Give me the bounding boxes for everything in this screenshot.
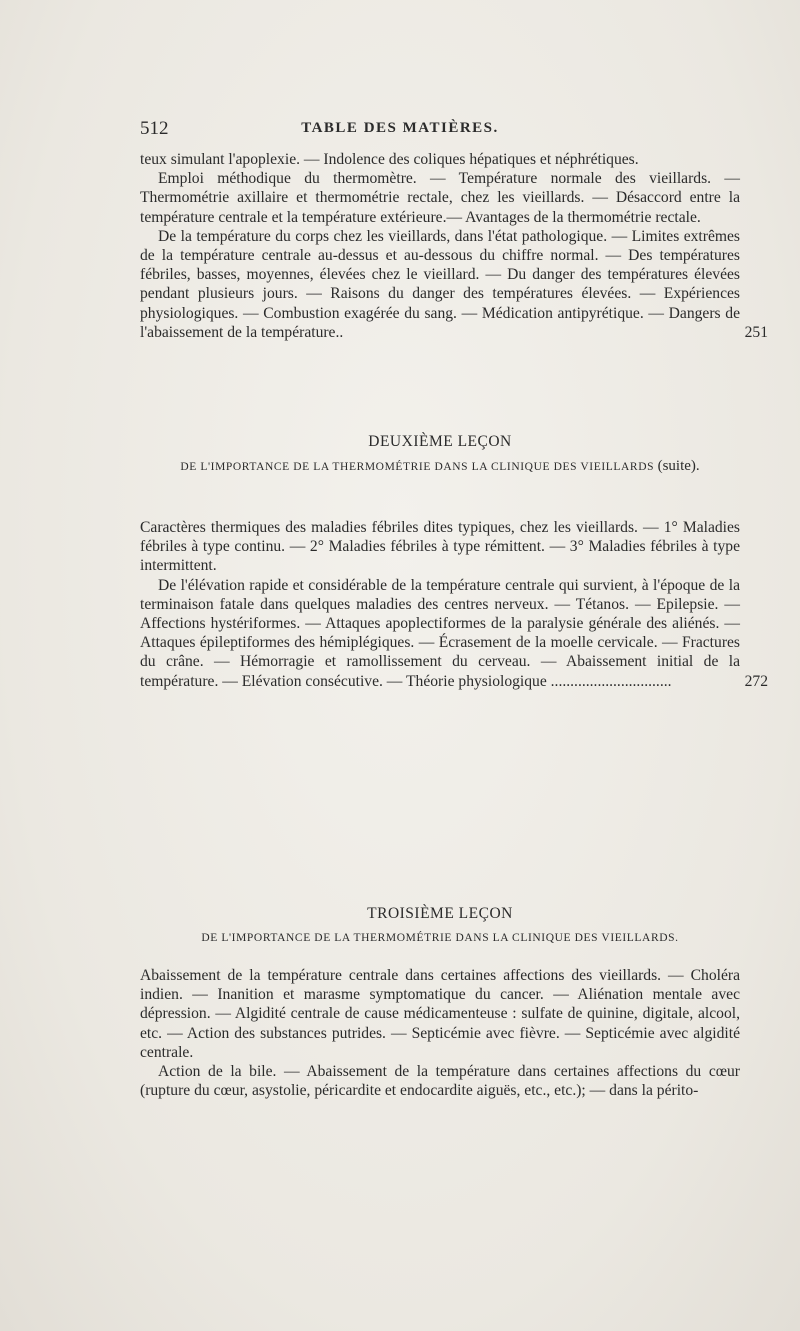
lesson-subtitle-text: DE L'IMPORTANCE DE LA THERMOMÉTRIE DANS LA CLINIQUE DES VIEILLARDS xyxy=(180,461,655,474)
lesson-2-paragraph-2: De l'élévation rapide et considérable de la température centrale qui survient, à l'époque de la terminaison fatale dans quelques maladies des centres nerveux. — Tétanos. — Epilepsie. — Affections hystériformes. — Attaques apoplectiformes de la paralysie générale des aliénés. — Attaques épileptiformes des hémiplégiques. — Écrasement de la moelle cervicale. — Fractures du crâne. — Hémorragie et ramollissement du cerveau. — Abaissement initial de la température. — Elévation consécutive. — Théorie physiologique ............................... xyxy=(140,576,740,690)
intro-paragraph-2: Emploi méthodique du thermomètre. — Température normale des vieillards. — Thermométrie axillaire et thermométrie rectale, chez les vieillards. — Désaccord entre la température centrale et la température extérieure.— Avantages de la thermométrie rectale. xyxy=(140,170,740,226)
intro-entry-3 xyxy=(140,227,768,342)
lesson-3-body xyxy=(140,966,740,1100)
lesson-2-body xyxy=(140,518,768,691)
lesson-subtitle-suffix: (suite). xyxy=(657,458,700,475)
intro-paragraph-1: teux simulant l'apoplexie. — Indolence des coliques hépatiques et néphrétiques. xyxy=(140,151,639,168)
page-header xyxy=(140,118,660,144)
page-number: 512 xyxy=(140,118,169,139)
lesson-title: DEUXIÈME LEÇON xyxy=(368,433,512,450)
lesson-subtitle: DE L'IMPORTANCE DE LA THERMOMÉTRIE DANS LA CLINIQUE DES VIEILLARDS. xyxy=(201,932,679,945)
page-reference: 251 xyxy=(744,323,768,341)
lesson-subtitle xyxy=(140,457,740,476)
lesson-2-entry-2 xyxy=(140,576,768,691)
lesson-3-heading xyxy=(140,904,740,947)
lesson-title: TROISIÈME LEÇON xyxy=(367,905,513,922)
intro-section xyxy=(140,150,768,342)
intro-paragraph-3: De la température du corps chez les vieillards, dans l'état pathologique. — Limites extrêmes de la température centrale au-dessus et au-dessous du chiffre normal. — Des températures fébriles, basses, moyennes, élevées chez le vieillard. — Du danger des températures élevées pendant plusieurs jours. — Raisons du danger des températures élevées. — Expériences physiologiques. — Combustion exagérée du sang. — Médication antipyrétique. — Dangers de l'abaissement de la température.. xyxy=(140,227,740,341)
lesson-2-heading xyxy=(140,432,740,476)
lesson-3-paragraph-1: Abaissement de la température centrale dans certaines affections des vieillards. — Choléra indien. — Inanition et marasme symptomatique du cancer. — Aliénation mentale avec dépression. — Algidité centrale de cause médicamenteuse : sulfate de quinine, digitale, alcool, etc. — Action des substances putrides. — Septicémie avec fièvre. — Septicémie avec algidité centrale. xyxy=(140,967,740,1061)
lesson-3-paragraph-2: Action de la bile. — Abaissement de la température dans certaines affections du cœur (rupture du cœur, asystolie, péricardite et endocardite aiguës, etc., etc.); — dans la périto- xyxy=(140,1063,740,1100)
running-title: TABLE DES MATIÈRES. xyxy=(301,120,499,136)
lesson-2-paragraph-1: Caractères thermiques des maladies fébriles dites typiques, chez les vieillards. — 1° Maladies fébriles à type continu. — 2° Maladies fébriles à type rémittent. — 3° Maladies fébriles à type intermittent. xyxy=(140,519,740,575)
page-reference: 272 xyxy=(744,672,768,690)
